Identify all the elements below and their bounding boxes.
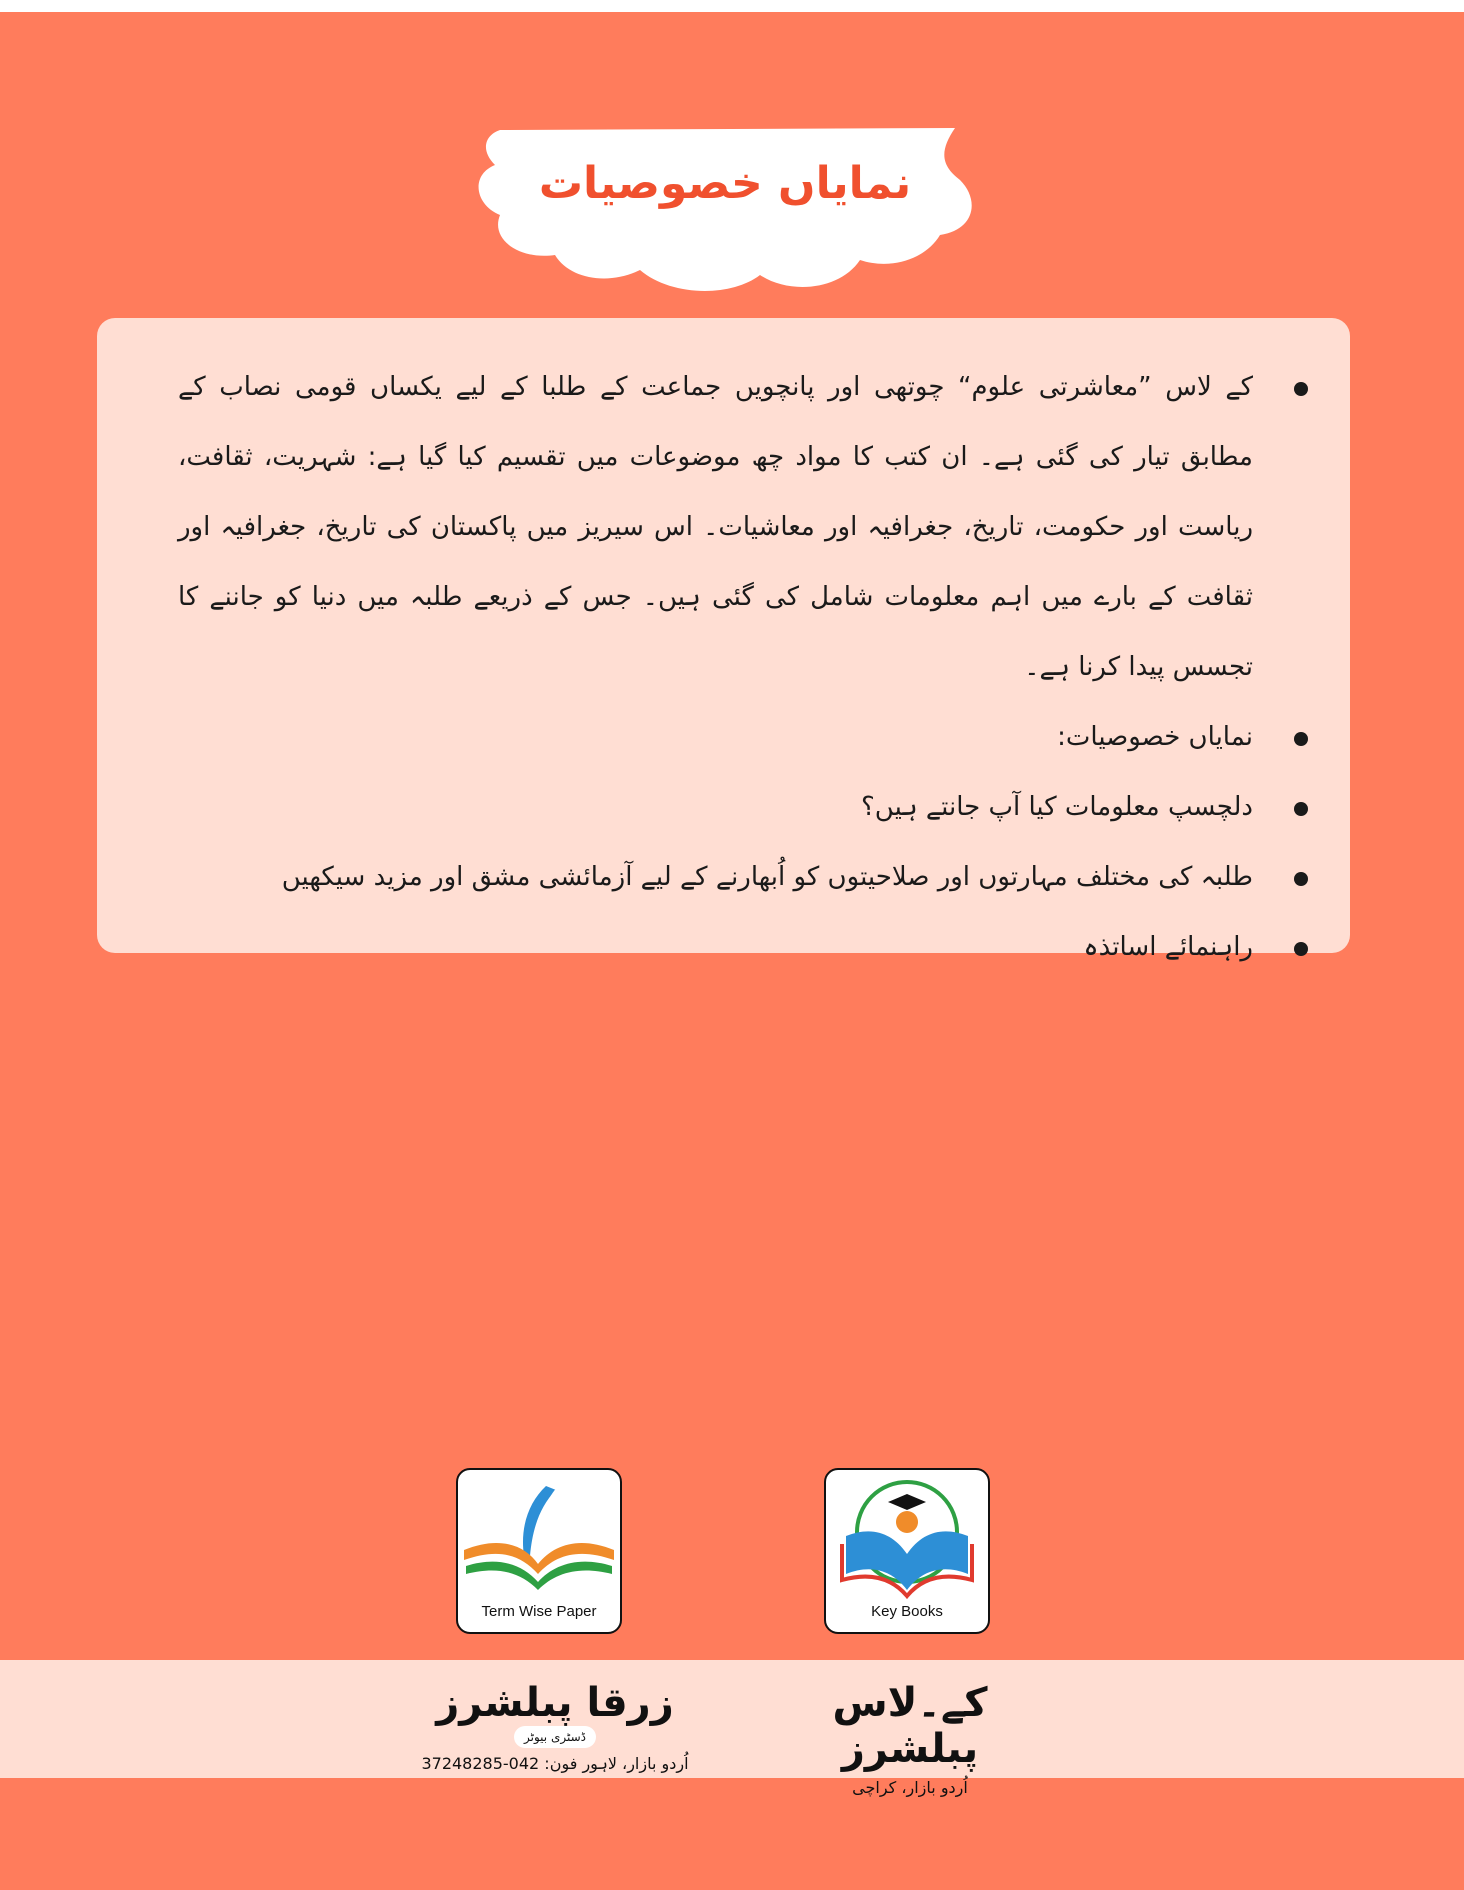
bullet-icon	[1294, 382, 1308, 396]
bullet-icon	[1294, 942, 1308, 956]
features-list	[178, 352, 1308, 982]
heading-cloud	[470, 120, 980, 300]
bullet-icon	[1294, 732, 1308, 746]
list-item	[178, 772, 1308, 842]
publisher-band	[0, 1660, 1464, 1797]
term-wise-paper-caption: Term Wise Paper	[481, 1603, 597, 1620]
term-wise-paper-logo	[456, 1468, 622, 1634]
zarqa-address: اُردو بازار، لاہور فون: 042-37248285	[421, 1754, 689, 1773]
key-books-logo	[824, 1468, 990, 1634]
zarqa-publishers-name: زرقا پبلشرز	[436, 1680, 674, 1726]
features-panel	[97, 318, 1350, 962]
distributor-badge: ڈسٹری بیوٹر	[514, 1726, 596, 1748]
open-book-graduate-icon	[826, 1474, 988, 1604]
list-item-text: کے لاس ”معاشرتی علوم“ چوتھی اور پانچویں جماعت کے طلبا کے لیے یکساں قومی نصاب کے مطابق تیار کی گئی ہے۔ ان کتب کا مواد چھ موضوعات میں تقسیم کیا گیا ہے: شہریت، ثقافت، ریاست اور حکومت، تاریخ، جغرافیہ اور معاشیات۔ اس سیریز میں پاکستان کی تاریخ، جغرافیہ اور ثقافت کے بارے میں اہم معلومات شامل کی گئی ہیں۔ جس کے ذریعے طلبہ میں دنیا کو جاننے کا تجسس پیدا کرنا ہے۔	[178, 372, 1253, 682]
list-item-text: راہنمائے اساتذہ	[1083, 932, 1253, 962]
klass-address: اُردو بازار، کراچی	[852, 1778, 968, 1797]
list-item	[178, 352, 1308, 702]
key-books-caption: Key Books	[871, 1603, 943, 1620]
cloud-shape	[470, 120, 980, 300]
klass-publishers	[760, 1680, 1060, 1797]
klass-publishers-name: کے۔لاس پبلشرز	[832, 1680, 988, 1772]
list-item-text: نمایاں خصوصیات:	[1057, 722, 1253, 752]
list-item-text: دلچسپ معلومات کیا آپ جانتے ہیں؟	[861, 792, 1253, 822]
list-item	[178, 702, 1308, 772]
zarqa-publishers	[395, 1680, 715, 1773]
list-item-text: طلبہ کی مختلف مہارتوں اور صلاحیتوں کو اُبھارنے کے لیے آزمائشی مشق اور مزید سیکھیں	[281, 862, 1253, 892]
bullet-icon	[1294, 802, 1308, 816]
list-item	[178, 912, 1308, 982]
page-title: نمایاں خصوصیات	[538, 158, 912, 209]
list-item	[178, 842, 1308, 912]
bullet-icon	[1294, 872, 1308, 886]
book-quill-icon	[458, 1478, 620, 1598]
